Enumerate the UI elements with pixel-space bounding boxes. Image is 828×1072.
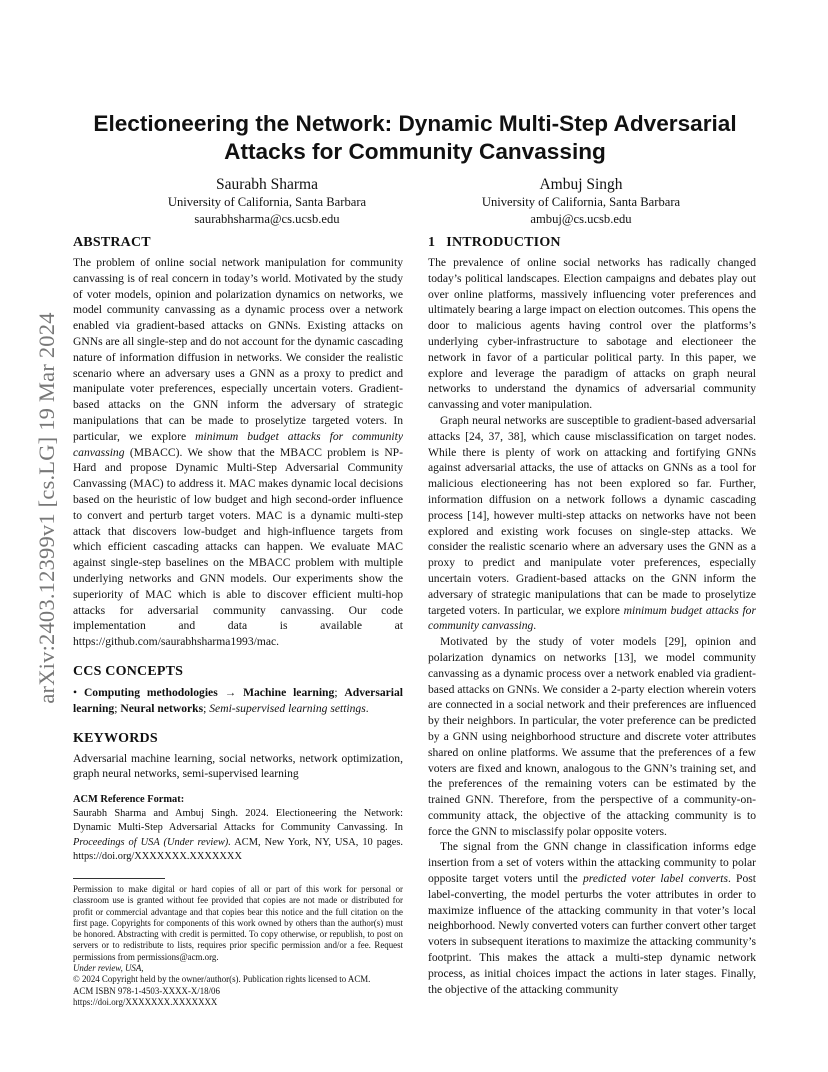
keywords-heading: KEYWORDS — [73, 730, 158, 746]
author-block-1 — [97, 175, 437, 227]
introduction-heading: 1 INTRODUCTION — [428, 235, 561, 250]
intro-paragraph-4: The signal from the GNN change in classification informs edge insertion from a set of voters within the attacking community to polar opposite target voters until the predicted voter label converts. Post label-converting, the model perturbs the voter attributes in order to maximize influence of the attacking community in that voter’s local neighborhood. Newly converted voters can further convert other target voters in subsequent iterations to maximize the attacking community’s footprint. This makes the attack a multi-step dynamic network process, as initial choices impact the actions in later stages. Finally, the objective of the attacking community — [428, 840, 757, 996]
arxiv-identifier: arXiv:2403.12399v1 [cs.LG] 19 Mar 2024 — [34, 312, 59, 704]
intro-paragraph-3: Motivated by the study of voter models [29], opinion and polarization dynamics on networks [13], we model community canvassing as a dynamic process over a network enabled via gradient-based attacks on GNNs. We consider a 2-party election wherein voters are connected in a social network and their preferences are influenced by their neighbors. In particular, the voter preference can be predicted by a GNN using neighborhood structure and discrete voter attributes shared on online platforms. We assume that the preferences of a few voters are fixed and known, analogous to the GNN’s training set, and the preferences of the remaining voters can be estimated by the trained GNN. Therefore, from the perspective of a community-on-community attack, the objective of the attacking community is to force the GNN to misclassify polar opposite voters. — [428, 635, 756, 838]
ccs-concepts: • Computing methodologies → Machine learning; Adversarial learning; Neural networks; Semi-supervised learning settings. — [73, 685, 404, 715]
ccs-heading: CCS CONCEPTS — [73, 663, 184, 679]
abstract-heading: ABSTRACT — [73, 235, 151, 250]
author-name: Saurabh Sharma — [215, 176, 318, 193]
right-column — [428, 234, 756, 997]
author-email: saurabhsharma@cs.ucsb.edu — [194, 211, 340, 226]
left-column — [73, 234, 403, 1008]
arxiv-side-label — [22, 258, 72, 758]
doi-line: https://doi.org/XXXXXXX.XXXXXXX — [73, 996, 218, 1007]
author-affiliation: University of California, Santa Barbara — [167, 195, 367, 209]
intro-paragraph-1: The prevalence of online social networks has radically changed today’s political landscapes. Election campaigns and debates play out over online platforms, massively influencing voter preferences and ultimately bearing a large impact on election outcomes. This opens the door to malicious agents having control over the platforms’s underlying cyber-infrastructure to sabotage and electioneer the network in favor of a particular political party. In this paper, we explore and leverage the paradigm of attacks on graph neural networks to understand the dynamics of adversarial community canvassing and voter manipulation. — [428, 256, 756, 412]
abstract-text: The problem of online social network manipulation for community canvassing is of real concern in today’s world. Motivated by the study of voter models, opinion and polarization dynamics on networks, we model community canvassing as a dynamic process over a network enabled via gradient-based attacks on GNNs. Existing attacks on GNNs are all single-step and do not account for the dynamic cascading nature of information diffusion in networks. We consider the realistic scenario where an adversary uses a GNN as a proxy to predict and manipulate voter preferences, especially uncertain voters. Gradient-based attacks on the GNN inform the adversary of strategic manipulations that can be made to proselytize targeted voters. In particular, we explore minimum budget attacks for community canvassing (MBACC). We show that the MBACC problem is NP-Hard and propose Dynamic Multi-Step Adversarial Community Canvassing (MAC) to address it. MAC makes dynamic local decisions based on the heuristic of low budget and high second-order influence to convert and perturb target voters. MAC is a dynamic multi-step attack that discovers low-budget and high-influence targets from which efficient cascading attacks can happen. We evaluate MAC against single-step baselines on the MBACC problem with multiple underlying networks and GNN models. Our experiments show the superiority of MAC which is able to discover efficient multi-hop attacks for adversarial community canvassing. Our code implementation and data is available at https://github.com/saurabhsharma1993/mac. — [73, 256, 403, 649]
copyright-line: © 2024 Copyright held by the owner/author(s). Publication rights licensed to ACM. — [73, 974, 371, 985]
copyright-footnote — [73, 884, 403, 1008]
reference-format-heading: ACM Reference Format: — [73, 794, 185, 806]
intro-paragraph-2: Graph neural networks are susceptible to gradient-based adversarial attacks [24, 37, 38], which cause misclassification on target nodes. While there is plenty of work on attacking and fortifying GNNs against adversarial attacks, the use of attacks on GNNs as a tool for malicious electioneering has not been explored so far. Further, information diffusion on a network follows a dynamic cascading process [14], however multi-step attacks on networks have not been explored and existing work focuses on single-step attacks. We consider the realistic scenario where an adversary uses the GNN as a proxy to predict and manipulate voter preferences, especially uncertain voters. Gradient-based attacks on the GNN inform the adversary of strategic manipulations that can be made to proselytize targeted voters. In particular, we explore minimum budget attacks for community canvassing. — [428, 413, 756, 633]
reference-format-text: Saurabh Sharma and Ambuj Singh. 2024. Electioneering the Network: Dynamic Multi-Step Adversarial Attacks for Community Canvassing. In Proceedings of USA (Under review). ACM, New York, NY, USA, 10 pages. https://doi.org/XXXXXXX.XXXXXXX — [73, 808, 403, 862]
author-affiliation: University of California, Santa Barbara — [481, 195, 681, 209]
author-block-2 — [411, 175, 751, 227]
keywords-text: Adversarial machine learning, social networks, network optimization, graph neural networks, semi-supervised learning — [73, 751, 403, 781]
permission-notice: Permission to make digital or hard copies of all or part of this work for personal or classroom use is granted without fee provided that copies are not made or distributed for profit or commercial advantage and that copies bear this notice and the full citation on the first page. Copyrights for components of this work owned by others than the author(s) must be honored. Abstracting with credit is permitted. To copy otherwise, or republish, to post on servers or to redistribute to lists, requires prior specific permission and/or a fee. Request permissions from permissions@acm.org. — [73, 883, 403, 962]
title-line-1: Electioneering the Network: Dynamic Multi-Step Adversarial — [93, 111, 737, 136]
author-email: ambuj@cs.ucsb.edu — [530, 211, 632, 226]
author-name: Ambuj Singh — [539, 176, 623, 193]
isbn-line: ACM ISBN 978-1-4503-XXXX-X/18/06 — [73, 985, 220, 996]
paper-title — [80, 110, 750, 166]
footnote-rule — [73, 878, 165, 879]
venue-line: Under review, USA, — [73, 963, 144, 973]
title-line-2: Attacks for Community Canvassing — [224, 139, 606, 164]
